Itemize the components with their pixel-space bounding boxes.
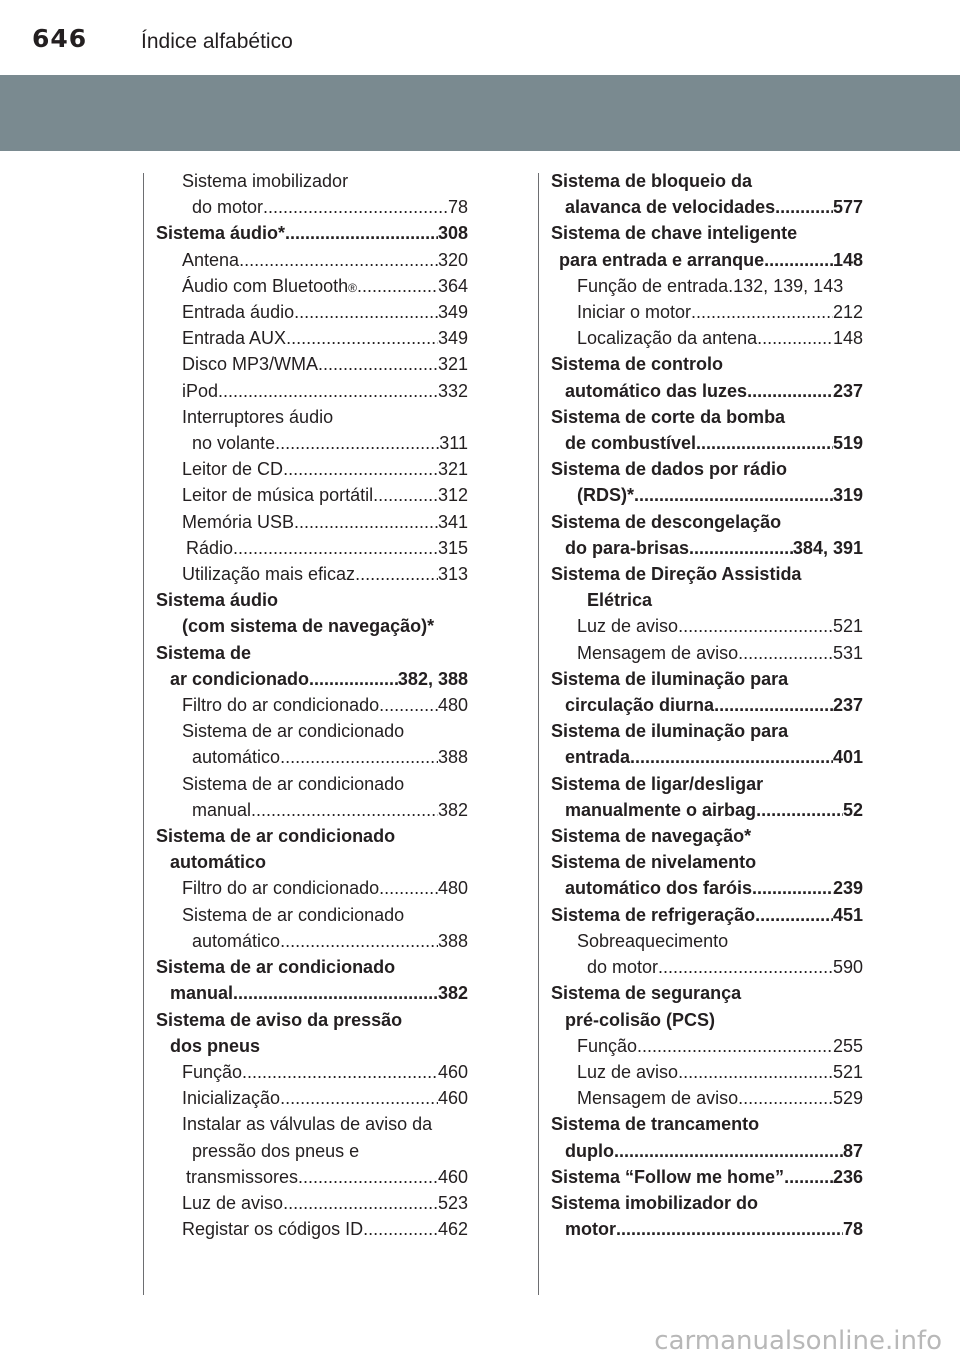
index-entry-term: Sistema de ligar/desligar bbox=[551, 773, 764, 794]
index-entry bbox=[156, 247, 468, 273]
dot-leader bbox=[637, 1033, 833, 1059]
index-entry bbox=[551, 902, 863, 928]
index-entry bbox=[156, 640, 468, 666]
index-entry-term: circulação diurna bbox=[565, 695, 715, 716]
index-entry-term: Sistema de segurança bbox=[551, 983, 742, 1004]
column-divider-left bbox=[143, 173, 144, 1295]
index-entry bbox=[551, 535, 863, 561]
index-entry-page: 521 bbox=[832, 616, 863, 637]
index-entry bbox=[551, 718, 863, 744]
index-entry-term: Leitor de CD bbox=[182, 459, 284, 480]
index-entry-term: Iniciar o motor bbox=[577, 302, 692, 323]
index-entry bbox=[551, 430, 863, 456]
page-title: Índice alfabético bbox=[141, 30, 293, 53]
index-entry-term: Localização da antena bbox=[577, 328, 758, 349]
index-entry bbox=[156, 299, 468, 325]
index-entry-term: Sistema de ar condicionado bbox=[182, 721, 405, 742]
index-entry-page: 480 bbox=[437, 878, 468, 899]
index-entry bbox=[551, 1111, 863, 1137]
index-entry bbox=[156, 482, 468, 508]
dot-leader bbox=[747, 378, 833, 404]
index-entry-term: Sistema de refrigeração bbox=[551, 904, 756, 925]
dot-leader bbox=[309, 666, 398, 692]
dot-leader bbox=[379, 692, 438, 718]
dot-leader bbox=[285, 220, 438, 246]
index-entry-term: automático bbox=[170, 852, 267, 873]
index-entry-term: alavanca de velocidades bbox=[565, 197, 776, 218]
index-entry bbox=[551, 194, 863, 220]
dot-leader bbox=[616, 1216, 843, 1242]
index-entry bbox=[551, 613, 863, 639]
column-divider-middle bbox=[538, 173, 539, 1295]
index-entry bbox=[551, 247, 863, 273]
index-entry bbox=[156, 535, 468, 561]
index-entry-page: 521 bbox=[832, 1061, 863, 1082]
index-entry bbox=[551, 928, 863, 954]
dot-leader bbox=[242, 1059, 438, 1085]
dot-leader bbox=[756, 797, 843, 823]
dot-leader bbox=[678, 613, 833, 639]
dot-leader bbox=[757, 325, 833, 351]
index-entry-page: 148 bbox=[832, 328, 863, 349]
index-entry bbox=[551, 482, 863, 508]
index-entry-term: Mensagem de aviso bbox=[577, 1088, 739, 1109]
index-entry-page: 148 bbox=[832, 249, 863, 270]
index-entry bbox=[156, 220, 468, 246]
dot-leader bbox=[764, 247, 833, 273]
dot-leader bbox=[280, 928, 438, 954]
index-entry bbox=[156, 1138, 468, 1164]
dot-leader bbox=[658, 954, 833, 980]
index-entry-term: Elétrica bbox=[587, 590, 653, 611]
dot-leader bbox=[689, 535, 793, 561]
index-entry bbox=[156, 194, 468, 220]
dot-leader bbox=[714, 692, 833, 718]
index-entry-term: Sistema de ar condicionado bbox=[182, 904, 405, 925]
index-entry bbox=[551, 273, 863, 299]
index-entry bbox=[551, 980, 863, 1006]
index-entry bbox=[156, 718, 468, 744]
index-entry-page: 341 bbox=[437, 511, 468, 532]
dot-leader bbox=[280, 1085, 438, 1111]
index-entry-page: 87 bbox=[842, 1140, 863, 1161]
index-entry-term: Entrada AUX bbox=[182, 328, 287, 349]
index-entry bbox=[551, 561, 863, 587]
index-entry-term: Interruptores áudio bbox=[182, 406, 334, 427]
index-entry bbox=[156, 771, 468, 797]
index-entry-page: 237 bbox=[832, 695, 863, 716]
dot-leader bbox=[630, 744, 833, 770]
index-column-right bbox=[551, 168, 863, 1242]
index-entry bbox=[551, 875, 863, 901]
index-entry bbox=[156, 1059, 468, 1085]
index-entry-page: 519 bbox=[832, 433, 863, 454]
dot-leader bbox=[233, 535, 438, 561]
dot-leader bbox=[239, 247, 438, 273]
index-entry bbox=[156, 875, 468, 901]
index-entry-term: automático das luzes bbox=[565, 380, 748, 401]
dot-leader bbox=[678, 1059, 833, 1085]
index-entry bbox=[551, 168, 863, 194]
index-entry bbox=[156, 928, 468, 954]
index-entry bbox=[551, 299, 863, 325]
index-entry-page: 401 bbox=[832, 747, 863, 768]
dot-leader bbox=[263, 194, 448, 220]
index-entry-page: 308 bbox=[437, 223, 468, 244]
index-entry-term: Sistema de ar condicionado bbox=[182, 773, 405, 794]
dot-leader bbox=[691, 299, 833, 325]
index-entry bbox=[551, 1216, 863, 1242]
index-entry-term: Disco MP3/WMA bbox=[182, 354, 319, 375]
index-entry bbox=[551, 325, 863, 351]
index-entry-page: 236 bbox=[832, 1166, 863, 1187]
watermark: carmanualsonline.info bbox=[654, 1326, 942, 1356]
index-entry-term: Sistema de bloqueio da bbox=[551, 171, 753, 191]
index-entry-term: Instalar as válvulas de aviso da bbox=[182, 1114, 433, 1135]
index-entry-page: 388 bbox=[437, 930, 468, 951]
index-entry bbox=[156, 509, 468, 535]
index-entry bbox=[156, 1111, 468, 1137]
dot-leader bbox=[363, 1216, 438, 1242]
index-entry-term: no volante bbox=[192, 433, 276, 454]
index-entry-term: automático bbox=[192, 930, 281, 951]
index-entry bbox=[156, 561, 468, 587]
index-entry-term: Áudio com Bluetooth bbox=[182, 275, 349, 296]
index-entry-page: 451 bbox=[832, 904, 863, 925]
index-entry-page: 460 bbox=[437, 1061, 468, 1082]
index-entry-term: Sistema de Direção Assistida bbox=[551, 564, 802, 585]
dot-leader bbox=[357, 273, 438, 299]
index-entry-term: pré-colisão (PCS) bbox=[565, 1009, 716, 1030]
dot-leader bbox=[752, 875, 833, 901]
index-entry-term: Sobreaquecimento bbox=[577, 930, 729, 951]
index-entry-page: 529 bbox=[832, 1088, 863, 1109]
index-entry-term: Sistema de navegação* bbox=[551, 826, 752, 847]
dot-leader bbox=[294, 509, 438, 535]
index-entry bbox=[156, 404, 468, 430]
index-entry-page: 523 bbox=[437, 1192, 468, 1213]
index-entry-page: 52 bbox=[842, 799, 863, 820]
index-entry-term: Leitor de música portátil bbox=[182, 485, 374, 506]
dot-leader bbox=[286, 325, 438, 351]
index-entry bbox=[551, 640, 863, 666]
dot-leader bbox=[318, 351, 438, 377]
dot-leader bbox=[634, 482, 833, 508]
index-entry-term: Luz de aviso bbox=[182, 1192, 284, 1213]
dot-leader bbox=[233, 980, 438, 1006]
index-entry bbox=[156, 666, 468, 692]
index-entry bbox=[551, 666, 863, 692]
index-entry bbox=[156, 1085, 468, 1111]
index-entry-page: 312 bbox=[437, 485, 468, 506]
dot-leader bbox=[379, 875, 438, 901]
dot-leader bbox=[738, 1085, 833, 1111]
index-entry bbox=[156, 1164, 468, 1190]
index-entry bbox=[551, 456, 863, 482]
index-entry-page: 212 bbox=[832, 302, 863, 323]
index-entry-term: Sistema de ar condicionado bbox=[156, 826, 396, 847]
dot-leader bbox=[283, 1190, 438, 1216]
index-entry bbox=[551, 797, 863, 823]
index-entry-term: manual bbox=[170, 983, 234, 1004]
index-entry-term: Rádio bbox=[186, 537, 234, 558]
dot-leader bbox=[775, 194, 833, 220]
index-entry bbox=[156, 325, 468, 351]
index-entry-term: Sistema de nivelamento bbox=[551, 852, 757, 873]
index-entry-page: 237 bbox=[832, 380, 863, 401]
index-entry bbox=[551, 1033, 863, 1059]
index-entry-term: Sistema “Follow me home” bbox=[551, 1166, 785, 1187]
index-entry bbox=[156, 430, 468, 456]
index-entry-term: motor bbox=[565, 1219, 616, 1240]
index-entry-term: entrada bbox=[565, 747, 631, 768]
index-entry bbox=[551, 771, 863, 797]
index-entry bbox=[551, 220, 863, 246]
index-entry bbox=[156, 849, 468, 875]
index-entry bbox=[156, 587, 468, 613]
index-entry bbox=[551, 954, 863, 980]
index-entry bbox=[551, 378, 863, 404]
index-entry-term: (com sistema de navegação)* bbox=[182, 616, 435, 637]
index-entry-term: Antena bbox=[182, 249, 240, 270]
index-entry bbox=[156, 1216, 468, 1242]
index-entry-term: automático bbox=[192, 747, 281, 768]
header-band bbox=[0, 75, 960, 151]
index-entry-page: 78 bbox=[842, 1219, 863, 1240]
index-entry-page: 321 bbox=[437, 354, 468, 375]
index-entry-term: Sistema de trancamento bbox=[551, 1114, 760, 1135]
index-entry bbox=[156, 351, 468, 377]
dot-leader bbox=[280, 744, 438, 770]
index-entry-term: Sistema de iluminação para bbox=[551, 668, 789, 689]
index-entry-page: 382 bbox=[437, 799, 468, 820]
index-entry bbox=[551, 692, 863, 718]
index-entry-page: 382, 388 bbox=[397, 668, 468, 689]
index-entry-term: Sistema imobilizador bbox=[182, 171, 349, 191]
dot-leader bbox=[218, 378, 438, 404]
index-entry-term: Mensagem de aviso bbox=[577, 642, 739, 663]
index-entry-term: automático dos faróis bbox=[565, 878, 753, 899]
index-entry bbox=[156, 692, 468, 718]
index-entry-page: 388 bbox=[437, 747, 468, 768]
index-entry bbox=[551, 1085, 863, 1111]
index-entry-term: Filtro do ar condicionado bbox=[182, 695, 380, 716]
index-entry-term: Sistema imobilizador do bbox=[551, 1192, 759, 1213]
index-entry-term: Sistema de dados por rádio bbox=[551, 459, 788, 480]
index-entry-term: Função bbox=[577, 1035, 638, 1056]
index-entry-term: Sistema de controlo bbox=[551, 354, 724, 375]
index-entry-term: Inicialização bbox=[182, 1088, 281, 1109]
index-entry-page: 332 bbox=[437, 380, 468, 401]
index-entry-page: 315 bbox=[437, 537, 468, 558]
index-entry-page: 577 bbox=[832, 197, 863, 218]
index-entry-term: Sistema de iluminação para bbox=[551, 721, 789, 742]
index-entry-page: 320 bbox=[437, 249, 468, 270]
dot-leader bbox=[738, 640, 833, 666]
index-entry bbox=[551, 509, 863, 535]
dot-leader bbox=[298, 1164, 438, 1190]
index-entry-term: duplo bbox=[565, 1140, 614, 1161]
index-entry-term: (RDS)* bbox=[577, 485, 634, 506]
index-entry-page: 384, 391 bbox=[792, 537, 863, 558]
index-entry-term: do motor bbox=[587, 957, 659, 978]
index-entry-term: Função bbox=[182, 1061, 243, 1082]
index-entry-term: Sistema áudio* bbox=[156, 223, 286, 244]
index-entry-term: Sistema de ar condicionado bbox=[156, 957, 396, 978]
index-entry-page: 480 bbox=[437, 695, 468, 716]
index-entry-term: do para-brisas bbox=[565, 537, 690, 558]
dot-leader bbox=[373, 482, 438, 508]
index-entry-term: Sistema áudio bbox=[156, 590, 279, 611]
dot-leader bbox=[251, 797, 438, 823]
index-entry-page: 78 bbox=[447, 197, 468, 218]
index-entry bbox=[156, 613, 468, 639]
index-entry-term: Entrada áudio bbox=[182, 302, 295, 323]
index-entry-page: 462 bbox=[437, 1219, 468, 1240]
index-entry bbox=[551, 1059, 863, 1085]
index-entry-page: 590 bbox=[832, 957, 863, 978]
index-entry-term: para entrada e arranque bbox=[559, 249, 765, 270]
index-entry-term: Utilização mais eficaz bbox=[182, 564, 356, 585]
index-entry-term: Luz de aviso bbox=[577, 616, 679, 637]
index-entry bbox=[551, 351, 863, 377]
index-entry bbox=[156, 1190, 468, 1216]
index-entry-term: manualmente o airbag bbox=[565, 799, 757, 820]
index-entry-term: ar condicionado bbox=[170, 668, 310, 689]
index-entry bbox=[156, 1007, 468, 1033]
dot-leader bbox=[614, 1138, 843, 1164]
index-entry-page: 364 bbox=[437, 275, 468, 296]
index-entry-page: 349 bbox=[437, 328, 468, 349]
dot-leader bbox=[784, 1164, 833, 1190]
index-entry bbox=[156, 823, 468, 849]
index-entry-term: do motor bbox=[192, 197, 264, 218]
index-entry-page: 319 bbox=[832, 485, 863, 506]
dot-leader bbox=[283, 456, 438, 482]
index-entry: Áudio com Bluetooth ® ..... 364 bbox=[156, 273, 468, 299]
dot-leader bbox=[696, 430, 833, 456]
index-entry-term: Sistema de chave inteligente bbox=[551, 223, 798, 244]
index-entry bbox=[551, 404, 863, 430]
index-entry bbox=[551, 587, 863, 613]
dot-leader bbox=[755, 902, 833, 928]
index-entry-page: 460 bbox=[437, 1088, 468, 1109]
index-entry-page: 311 bbox=[439, 433, 468, 454]
dot-leader bbox=[355, 561, 438, 587]
index-entry bbox=[551, 744, 863, 770]
index-entry-term: Memória USB bbox=[182, 511, 295, 532]
index-entry bbox=[156, 797, 468, 823]
dot-leader bbox=[275, 430, 439, 456]
index-entry-term: manual bbox=[192, 799, 252, 820]
index-entry-term: pressão dos pneus e bbox=[192, 1140, 360, 1161]
index-entry-page: 349 bbox=[437, 302, 468, 323]
index-entry-page: 239 bbox=[832, 878, 863, 899]
index-entry bbox=[551, 1164, 863, 1190]
index-entry bbox=[551, 1138, 863, 1164]
index-entry bbox=[156, 168, 468, 194]
index-entry-page: 531 bbox=[832, 642, 863, 663]
index-entry-term: Luz de aviso bbox=[577, 1061, 679, 1082]
index-entry-term: Sistema de descongelação bbox=[551, 511, 782, 532]
index-entry-page: 255 bbox=[832, 1035, 863, 1056]
index-entry bbox=[156, 378, 468, 404]
page-number: 646 bbox=[32, 24, 88, 53]
index-entry-term: de combustível bbox=[565, 433, 697, 454]
index-entry-page: 313 bbox=[437, 564, 468, 585]
index-entry bbox=[551, 849, 863, 875]
index-entry bbox=[156, 744, 468, 770]
index-entry bbox=[156, 902, 468, 928]
index-column-left bbox=[156, 168, 468, 1242]
index-entry bbox=[551, 823, 863, 849]
index-entry-term: Registar os códigos ID bbox=[182, 1219, 364, 1240]
index-entry-term: Sistema de bbox=[156, 642, 252, 663]
index-entry-term: transmissores bbox=[186, 1166, 299, 1187]
index-entry bbox=[551, 1190, 863, 1216]
index-entry-term: Filtro do ar condicionado bbox=[182, 878, 380, 899]
index-entry-term: iPod bbox=[182, 380, 219, 401]
dot-leader bbox=[294, 299, 438, 325]
index-entry-page: 321 bbox=[437, 459, 468, 480]
index-entry-term: Sistema de corte da bomba bbox=[551, 406, 786, 427]
index-entry bbox=[156, 456, 468, 482]
index-entry-page: 460 bbox=[437, 1166, 468, 1187]
index-entry bbox=[156, 954, 468, 980]
index-entry bbox=[156, 980, 468, 1006]
index-entry bbox=[551, 1007, 863, 1033]
index-entry-page: 382 bbox=[437, 983, 468, 1004]
index-entry-term: dos pneus bbox=[170, 1035, 261, 1056]
index-entry-term: Sistema de aviso da pressão bbox=[156, 1009, 403, 1030]
index-entry-term: Função de entrada.132, 139, 143 bbox=[577, 275, 844, 296]
index-entry bbox=[156, 1033, 468, 1059]
